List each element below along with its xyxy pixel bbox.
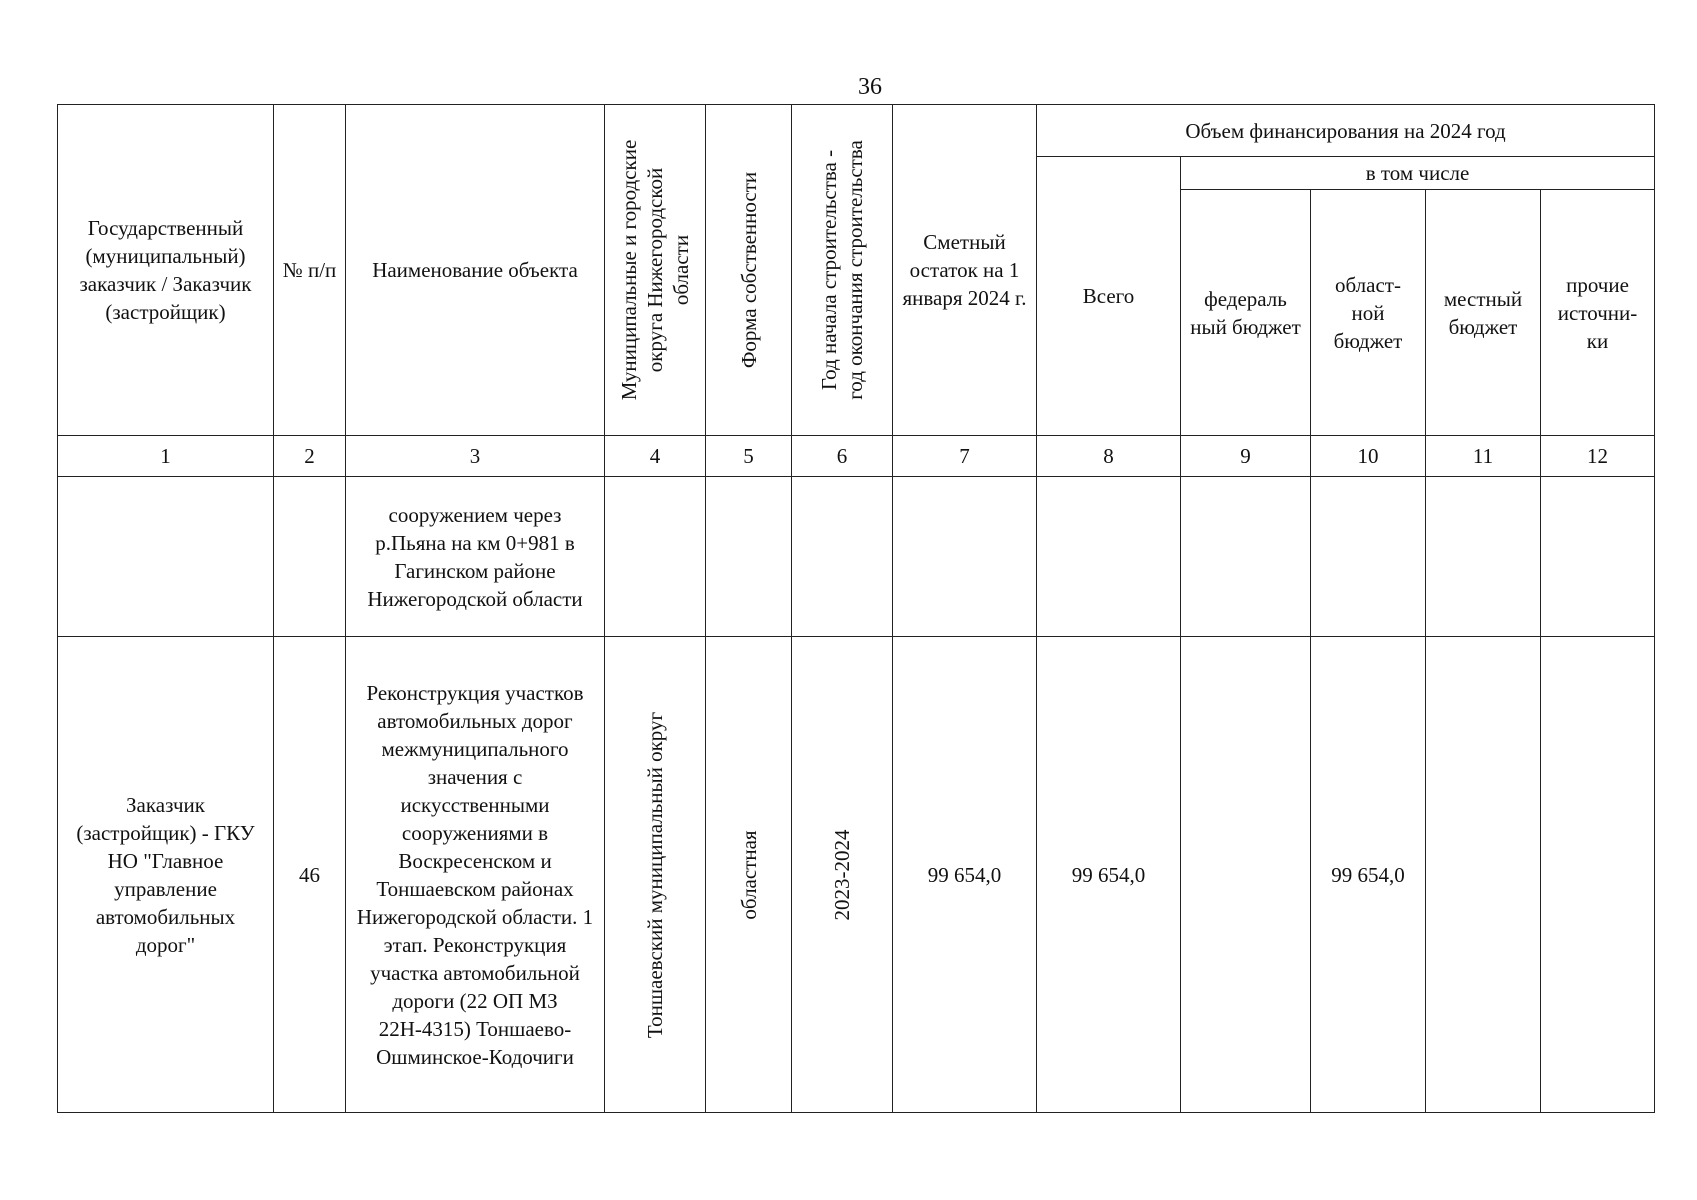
header-regional: област- ной бюджет (1311, 190, 1426, 436)
column-number: 9 (1181, 436, 1311, 477)
cell-number (274, 477, 346, 637)
cell-district-text: Тоншаевский муниципальный округ (643, 711, 667, 1038)
header-object: Наименование объекта (346, 105, 605, 436)
cell-ownership-text: областная (736, 829, 761, 920)
cell-total: 99 654,0 (1037, 637, 1181, 1113)
header-district-line2: округа Нижегородской (643, 167, 667, 373)
cell-total (1037, 477, 1181, 637)
cell-years (792, 477, 893, 637)
cell-object: сооружением через р.Пьяна на км 0+981 в Гагинском районе Нижегородской области (346, 477, 605, 637)
header-financing-group: Объем финансирования на 2024 год (1037, 105, 1655, 157)
cell-ownership (706, 637, 792, 1113)
cell-years (792, 637, 893, 1113)
column-number: 6 (792, 436, 893, 477)
header-estimate: Сметный остаток на 1 января 2024 г. (893, 105, 1037, 436)
cell-local (1426, 477, 1541, 637)
header-including: в том числе (1181, 157, 1655, 190)
column-number: 1 (58, 436, 274, 477)
table-row (58, 477, 1655, 637)
header-years-line1: Год начала строительства - (817, 149, 841, 391)
header-district-line1: Муниципальные и городские (617, 139, 641, 401)
header-district (605, 105, 706, 436)
cell-ownership (706, 477, 792, 637)
header-years (792, 105, 893, 436)
cell-years-text: 2023-2024 (830, 829, 854, 920)
cell-district (605, 637, 706, 1113)
cell-other (1541, 477, 1655, 637)
header-years-line2: год окончания строительства (843, 140, 867, 400)
header-other: прочие источни- ки (1541, 190, 1655, 436)
cell-customer (58, 477, 274, 637)
cell-number: 46 (274, 637, 346, 1113)
column-numbers-row (58, 436, 1655, 477)
column-number: 7 (893, 436, 1037, 477)
header-number: № п/п (274, 105, 346, 436)
cell-regional: 99 654,0 (1311, 637, 1426, 1113)
cell-regional (1311, 477, 1426, 637)
column-number: 10 (1311, 436, 1426, 477)
column-number: 3 (346, 436, 605, 477)
cell-estimate: 99 654,0 (893, 637, 1037, 1113)
cell-customer: Заказчик (застройщик) - ГКУ НО "Главное управление автомобильных дорог" (58, 637, 274, 1113)
header-ownership-text: Форма собственности (736, 171, 761, 369)
table-row (58, 637, 1655, 1113)
cell-estimate (893, 477, 1037, 637)
column-number: 2 (274, 436, 346, 477)
header-local: местный бюджет (1426, 190, 1541, 436)
page-number: 36 (858, 74, 882, 100)
column-number: 11 (1426, 436, 1541, 477)
column-number: 5 (706, 436, 792, 477)
cell-local (1426, 637, 1541, 1113)
cell-federal (1181, 637, 1311, 1113)
cell-federal (1181, 477, 1311, 637)
header-total: Всего (1037, 157, 1181, 436)
column-number: 12 (1541, 436, 1655, 477)
cell-object: Реконструкция участков автомобильных дорог межмуниципального значения с искусственными сооружениями в Воскресенском и Тоншаевском районах Нижегородской области. 1 этап. Реконструкция участка автомобильной дороги (22 ОП МЗ 22Н-4315) Тоншаево-Ошминское-Кодочиги (346, 637, 605, 1113)
cell-other (1541, 637, 1655, 1113)
column-number: 4 (605, 436, 706, 477)
header-row-1 (58, 105, 1655, 157)
cell-district (605, 477, 706, 637)
header-customer: Государственный (муниципальный) заказчик / Заказчик (застройщик) (58, 105, 274, 436)
header-district-line3: области (669, 234, 693, 306)
column-number: 8 (1037, 436, 1181, 477)
header-federal: федераль ный бюджет (1181, 190, 1311, 436)
header-ownership (706, 105, 792, 436)
financing-table (57, 104, 1655, 1113)
